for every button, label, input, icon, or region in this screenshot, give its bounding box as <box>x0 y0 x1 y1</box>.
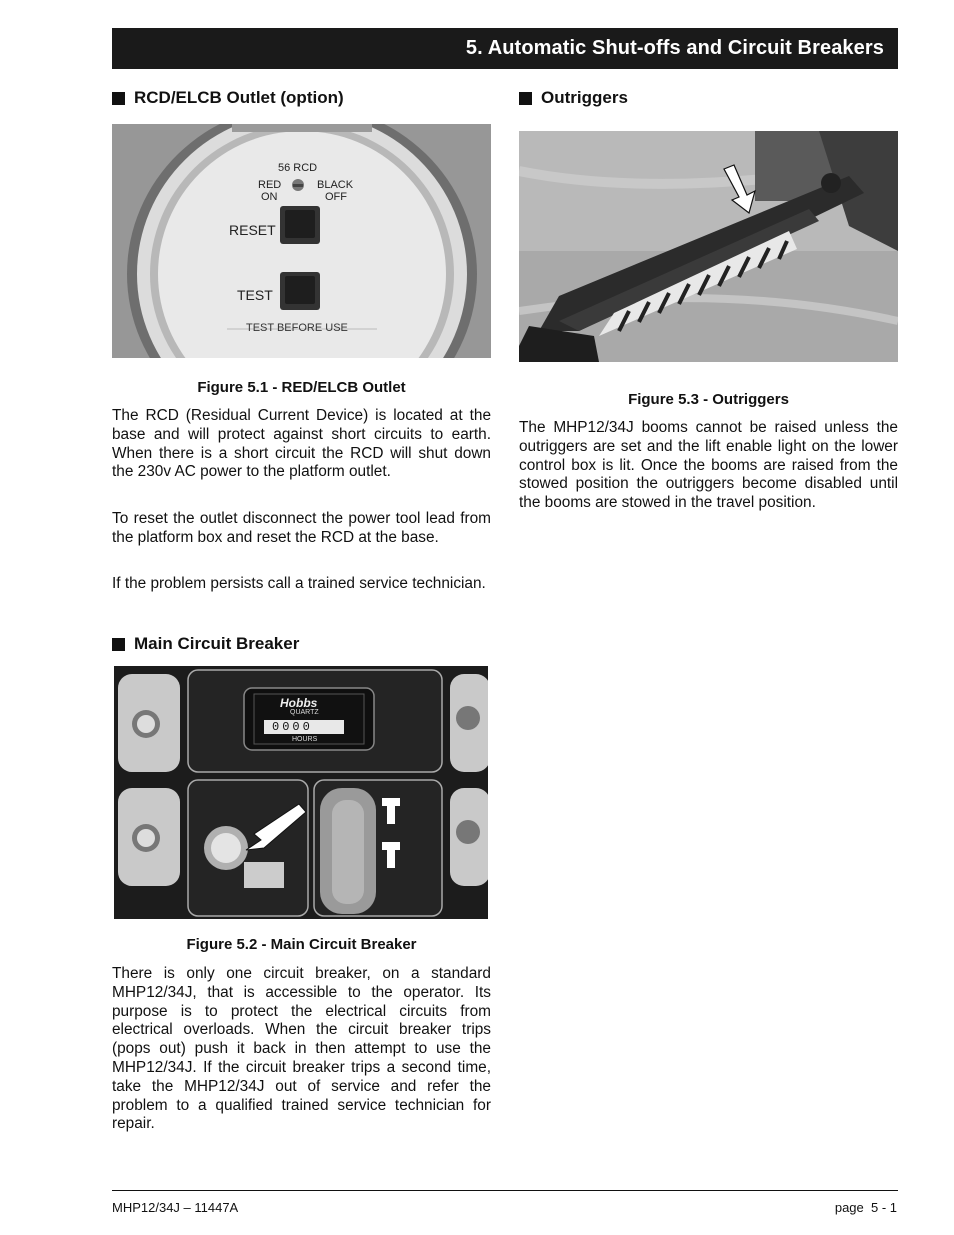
figure-5-1-caption: Figure 5.1 - RED/ELCB Outlet <box>197 379 406 396</box>
outriggers-photo <box>519 131 898 362</box>
footer-divider <box>112 1190 898 1191</box>
breaker-paragraph: There is only one circuit breaker, on a standard MHP12/34J, that is accessible to the operator. Its purpose is to protect the electrical circuits from electrical overloads. When the circuit breaker trips (pops out) push it back in then attempt to use the MHP12/34J. If the circuit breaker trips a second time, take the MHP12/34J out of service and refer the problem to a qualified trained service technician for repair. <box>112 965 491 1133</box>
circuit-breaker-photo <box>114 666 488 919</box>
rcd-paragraph-2: To reset the outlet disconnect the power tool lead from the platform box and reset the RCD at the base. <box>112 510 491 546</box>
hobbs-quartz-label: QUARTZ <box>290 709 319 716</box>
rcd-heading <box>112 88 344 108</box>
rcd-heading-text: RCD/ELCB Outlet (option) <box>134 88 344 107</box>
section-header-bar <box>112 28 898 69</box>
rcd-label-on: ON <box>261 191 278 203</box>
figure-5-3-caption: Figure 5.3 - Outriggers <box>628 391 789 408</box>
rcd-outlet-photo <box>112 124 491 358</box>
rcd-label-black: BLACK <box>317 179 354 191</box>
hour-meter-hours-label: HOURS <box>292 736 318 743</box>
rcd-paragraph-1: The RCD (Residual Current Device) is located at the base and will protect against short circuits to earth. When there is a short circuit the RCD will shut down the 230v AC power to the platform outlet. <box>112 407 491 481</box>
square-bullet-icon <box>519 92 532 105</box>
rcd-label-test-before-use: TEST BEFORE USE <box>246 322 348 334</box>
breaker-heading-text: Main Circuit Breaker <box>134 634 300 653</box>
rcd-paragraph-3: If the problem persists call a trained service technician. <box>112 575 486 592</box>
figure-5-2-caption: Figure 5.2 - Main Circuit Breaker <box>186 936 417 953</box>
outriggers-heading <box>519 88 628 108</box>
square-bullet-icon <box>112 638 125 651</box>
hour-meter-digits: 0000 <box>272 720 313 734</box>
rcd-label-model: 56 RCD <box>278 162 318 174</box>
rcd-label-test: TEST <box>237 287 273 303</box>
hobbs-brand-label: Hobbs <box>280 696 318 710</box>
section-title: 5. Automatic Shut-offs and Circuit Breakers <box>465 37 884 59</box>
footer-page-number: page 5 - 1 <box>834 1200 897 1215</box>
square-bullet-icon <box>112 92 125 105</box>
footer-document-id: MHP12/34J – 11447A <box>112 1200 239 1215</box>
breaker-heading <box>112 634 299 654</box>
rcd-label-reset: RESET <box>229 222 276 238</box>
outriggers-paragraph: The MHP12/34J booms cannot be raised unless the outriggers are set and the lift enable light on the lower control box is lit. Once the booms are raised from the stowed position the outriggers become disabled until the booms are stowed in the travel position. <box>519 419 898 512</box>
rcd-label-red: RED <box>258 179 282 191</box>
rcd-label-off: OFF <box>325 191 347 203</box>
outriggers-heading-text: Outriggers <box>541 88 628 107</box>
